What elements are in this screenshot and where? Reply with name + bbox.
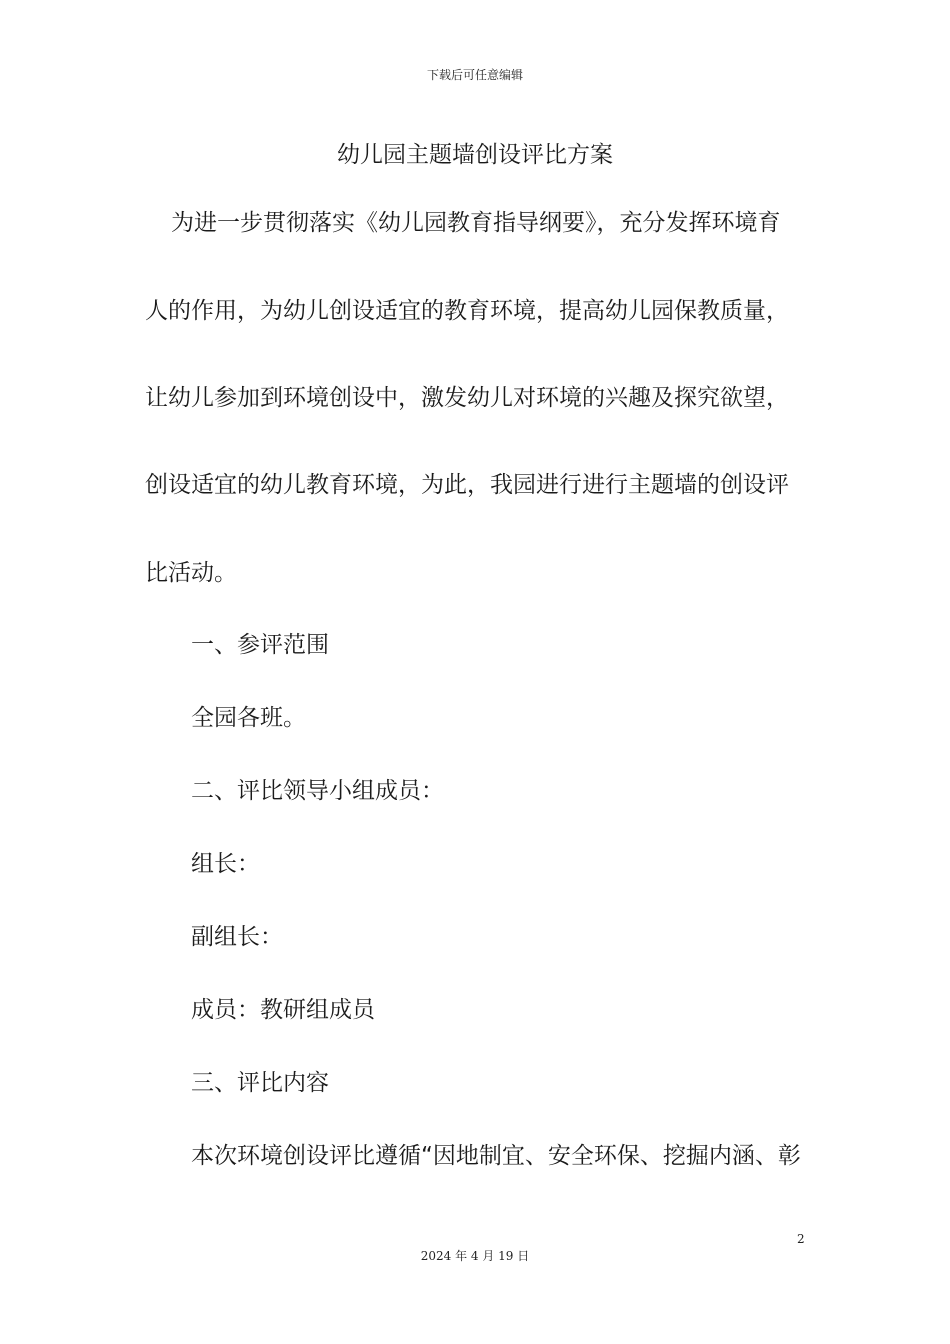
intro-line: 为进一步贯彻落实《幼儿园教育指导纲要》，充分发挥环境育 xyxy=(171,210,781,236)
intro-line: 创设适宜的幼儿教育环境，为此，我园进行进行主题墙的创设评 xyxy=(145,472,789,498)
section-heading-committee: 二、评比领导小组成员： xyxy=(191,778,444,804)
intro-line: 让幼儿参加到环境创设中，激发幼儿对环境的兴趣及探究欲望， xyxy=(145,385,789,411)
page-number: 2 xyxy=(797,1232,805,1246)
section-heading-content: 三、评比内容 xyxy=(191,1070,329,1096)
intro-line: 人的作用，为幼儿创设适宜的教育环境，提高幼儿园保教质量， xyxy=(145,298,789,324)
members-line: 成员：教研组成员 xyxy=(191,997,375,1023)
header-note: 下载后可任意编辑 xyxy=(426,68,523,82)
deputy-leader-line: 副组长： xyxy=(191,924,283,950)
section-heading-scope: 一、参评范围 xyxy=(191,632,329,658)
intro-line: 比活动。 xyxy=(145,560,237,586)
document-title: 幼儿园主题墙创设评比方案 xyxy=(337,142,613,168)
scope-text: 全园各班。 xyxy=(191,705,306,731)
footer-date: 2024 年 4 月 19 日 xyxy=(420,1249,530,1263)
leader-line: 组长： xyxy=(191,851,260,877)
content-text: 本次环境创设评比遵循“因地制宜、安全环保、挖掘内涵、彰 xyxy=(191,1143,801,1169)
